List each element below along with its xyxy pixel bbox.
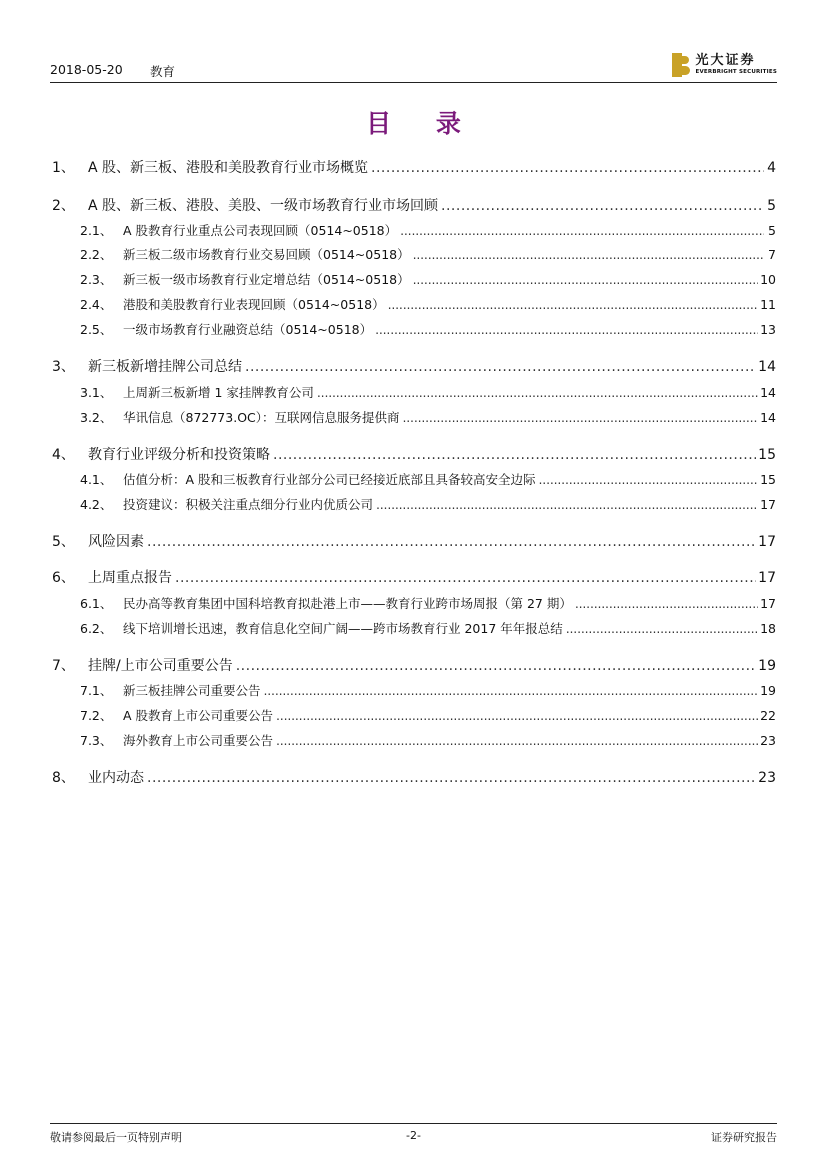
toc-entry-number: 6.2、 bbox=[80, 621, 113, 636]
toc-dot-leader bbox=[403, 410, 759, 425]
toc-entry-page: 14 bbox=[760, 410, 776, 425]
toc-dot-leader bbox=[413, 247, 764, 262]
toc-entry-page: 5 bbox=[767, 198, 776, 214]
toc-entry-page: 23 bbox=[758, 770, 776, 786]
toc-entry-number: 7.1、 bbox=[80, 683, 113, 698]
toc-entry[interactable] bbox=[52, 356, 776, 376]
toc-entry-page: 4 bbox=[767, 160, 776, 176]
toc-subentry[interactable] bbox=[80, 295, 776, 313]
toc-entry-title: 投资建议：积极关注重点细分行业内优质公司 bbox=[123, 497, 374, 512]
toc-entry-page: 10 bbox=[760, 272, 776, 287]
page-footer bbox=[50, 1123, 777, 1144]
toc-entry-page: 18 bbox=[760, 621, 776, 636]
toc-entry-page: 17 bbox=[758, 534, 776, 550]
toc-dot-leader bbox=[264, 683, 759, 698]
logo-english-name: EVERBRIGHT SECURITIES bbox=[695, 69, 777, 76]
toc-entry-page: 7 bbox=[768, 247, 776, 262]
toc-entry-page: 23 bbox=[760, 733, 776, 748]
page-number: -2- bbox=[406, 1129, 421, 1142]
toc-dot-leader bbox=[376, 497, 758, 512]
toc-entry-number: 2.2、 bbox=[80, 247, 113, 262]
company-logo bbox=[672, 52, 777, 78]
toc-entry-title: 一级市场教育行业融资总结（0514~0518） bbox=[123, 322, 373, 337]
toc-entry-page: 19 bbox=[758, 658, 776, 674]
toc-entry-title: 新三板一级市场教育行业定增总结（0514~0518） bbox=[123, 272, 410, 287]
toc-entry[interactable] bbox=[52, 157, 776, 177]
toc-subentry[interactable] bbox=[80, 245, 776, 263]
toc-entry-title: 上周新三板新增 1 家挂牌教育公司 bbox=[123, 385, 314, 400]
toc-entry-title: 民办高等教育集团中国科培教育拟赴港上市——教育行业跨市场周报（第 27 期） bbox=[123, 596, 572, 611]
footer-disclaimer: 敬请参阅最后一页特别声明 bbox=[50, 1131, 182, 1144]
toc-entry-title: 业内动态 bbox=[88, 770, 144, 786]
toc-entry-number: 7.2、 bbox=[80, 708, 113, 723]
toc-entry-title: 港股和美股教育行业表现回顾（0514~0518） bbox=[123, 297, 385, 312]
toc-dot-leader bbox=[147, 534, 756, 550]
toc-title: 目 录 bbox=[366, 109, 479, 138]
toc-entry-number: 2、 bbox=[52, 198, 75, 214]
toc-entry[interactable] bbox=[52, 195, 776, 215]
toc-subentry[interactable] bbox=[80, 320, 776, 338]
toc-entry-page: 17 bbox=[758, 570, 776, 586]
toc-entry[interactable] bbox=[52, 655, 776, 675]
toc-dot-leader bbox=[375, 322, 758, 337]
toc-dot-leader bbox=[147, 770, 756, 786]
toc-dot-leader bbox=[317, 385, 758, 400]
toc-entry-number: 3.1、 bbox=[80, 385, 113, 400]
toc-entry-page: 14 bbox=[760, 385, 776, 400]
toc-entry-page: 11 bbox=[760, 297, 776, 312]
toc-entry-page: 22 bbox=[760, 708, 776, 723]
toc-subentry[interactable] bbox=[80, 594, 776, 612]
toc-entry-title: 线下培训增长迅速，教育信息化空间广阔——跨市场教育行业 2017 年年报总结 bbox=[123, 621, 563, 636]
toc-entry-number: 4.1、 bbox=[80, 472, 113, 487]
toc-entry-title: 风险因素 bbox=[88, 534, 144, 550]
toc-entry-number: 2.1、 bbox=[80, 223, 113, 238]
toc-entry-number: 1、 bbox=[52, 160, 75, 176]
toc-entry-title: A 股、新三板、港股和美股教育行业市场概览 bbox=[88, 160, 369, 176]
report-date: 2018-05-20 bbox=[50, 62, 123, 77]
toc-entry-number: 6、 bbox=[52, 570, 75, 586]
toc-entry-number: 3、 bbox=[52, 359, 75, 375]
toc-entry-title: A 股、新三板、港股、美股、一级市场教育行业市场回顾 bbox=[88, 198, 439, 214]
toc-entry-page: 13 bbox=[760, 322, 776, 337]
toc-entry-title: 教育行业评级分析和投资策略 bbox=[88, 447, 270, 463]
toc-dot-leader bbox=[276, 708, 758, 723]
toc-entry[interactable] bbox=[52, 567, 776, 587]
toc-dot-leader bbox=[413, 272, 758, 287]
toc-entry-title: 海外教育上市公司重要公告 bbox=[123, 733, 274, 748]
report-category: 教育 bbox=[150, 64, 176, 79]
toc-entry-number: 7.3、 bbox=[80, 733, 113, 748]
toc-subentry[interactable] bbox=[80, 619, 776, 637]
toc-entry-number: 5、 bbox=[52, 534, 75, 550]
toc-entry-number: 2.5、 bbox=[80, 322, 113, 337]
toc-dot-leader bbox=[175, 570, 756, 586]
toc-entry-number: 2.4、 bbox=[80, 297, 113, 312]
toc-subentry[interactable] bbox=[80, 731, 776, 749]
toc-dot-leader bbox=[575, 596, 758, 611]
toc-dot-leader bbox=[236, 658, 756, 674]
toc-subentry[interactable] bbox=[80, 470, 776, 488]
toc-entry-title: 新三板新增挂牌公司总结 bbox=[88, 359, 242, 375]
toc-subentry[interactable] bbox=[80, 270, 776, 288]
toc-entry-title: 上周重点报告 bbox=[88, 570, 172, 586]
toc-entry-number: 3.2、 bbox=[80, 410, 113, 425]
toc-entry-title: 新三板挂牌公司重要公告 bbox=[123, 683, 261, 698]
toc-entry-page: 5 bbox=[768, 223, 776, 238]
toc-entry-title: 华讯信息（872773.OC）：互联网信息服务提供商 bbox=[123, 410, 400, 425]
toc-entry-number: 4.2、 bbox=[80, 497, 113, 512]
toc-dot-leader bbox=[245, 359, 756, 375]
toc-subentry[interactable] bbox=[80, 681, 776, 699]
toc-entry-number: 7、 bbox=[52, 658, 75, 674]
toc-dot-leader bbox=[388, 297, 758, 312]
toc-entry-title: A 股教育行业重点公司表现回顾（0514~0518） bbox=[123, 223, 398, 238]
toc-dot-leader bbox=[539, 472, 759, 487]
toc-entry-number: 8、 bbox=[52, 770, 75, 786]
toc-entry-number: 2.3、 bbox=[80, 272, 113, 287]
toc-entry-number: 4、 bbox=[52, 447, 75, 463]
toc-dot-leader bbox=[276, 733, 758, 748]
toc-entry-page: 17 bbox=[760, 596, 776, 611]
toc-subentry[interactable] bbox=[80, 408, 776, 426]
toc-entry-page: 15 bbox=[760, 472, 776, 487]
toc-entry-title: 挂牌/上市公司重要公告 bbox=[88, 658, 233, 674]
toc-subentry[interactable] bbox=[80, 221, 776, 239]
toc-entry-page: 19 bbox=[760, 683, 776, 698]
toc-dot-leader bbox=[566, 621, 758, 636]
toc-dot-leader bbox=[441, 198, 764, 214]
page-header bbox=[50, 52, 777, 83]
toc-entry-title: 估值分析：A 股和三板教育行业部分公司已经接近底部且具备较高安全边际 bbox=[123, 472, 536, 487]
toc-entry-title: 新三板二级市场教育行业交易回顾（0514~0518） bbox=[123, 247, 410, 262]
logo-chinese-name: 光大证券 bbox=[695, 53, 756, 69]
toc-entry[interactable] bbox=[52, 767, 776, 787]
toc-subentry[interactable] bbox=[80, 383, 776, 401]
logo-icon bbox=[672, 53, 690, 77]
footer-report-type: 证券研究报告 bbox=[711, 1131, 777, 1144]
toc-subentry[interactable] bbox=[80, 706, 776, 724]
toc-entry-page: 15 bbox=[758, 447, 776, 463]
toc-dot-leader bbox=[273, 447, 756, 463]
toc-entry-title: A 股教育上市公司重要公告 bbox=[123, 708, 274, 723]
toc-entry[interactable] bbox=[52, 531, 776, 551]
toc-subentry[interactable] bbox=[80, 495, 776, 513]
toc-entry-page: 14 bbox=[758, 359, 776, 375]
toc-entry-number: 6.1、 bbox=[80, 596, 113, 611]
toc-dot-leader bbox=[371, 160, 764, 176]
toc-dot-leader bbox=[400, 223, 764, 238]
toc-entry-page: 17 bbox=[760, 497, 776, 512]
toc-entry[interactable] bbox=[52, 444, 776, 464]
